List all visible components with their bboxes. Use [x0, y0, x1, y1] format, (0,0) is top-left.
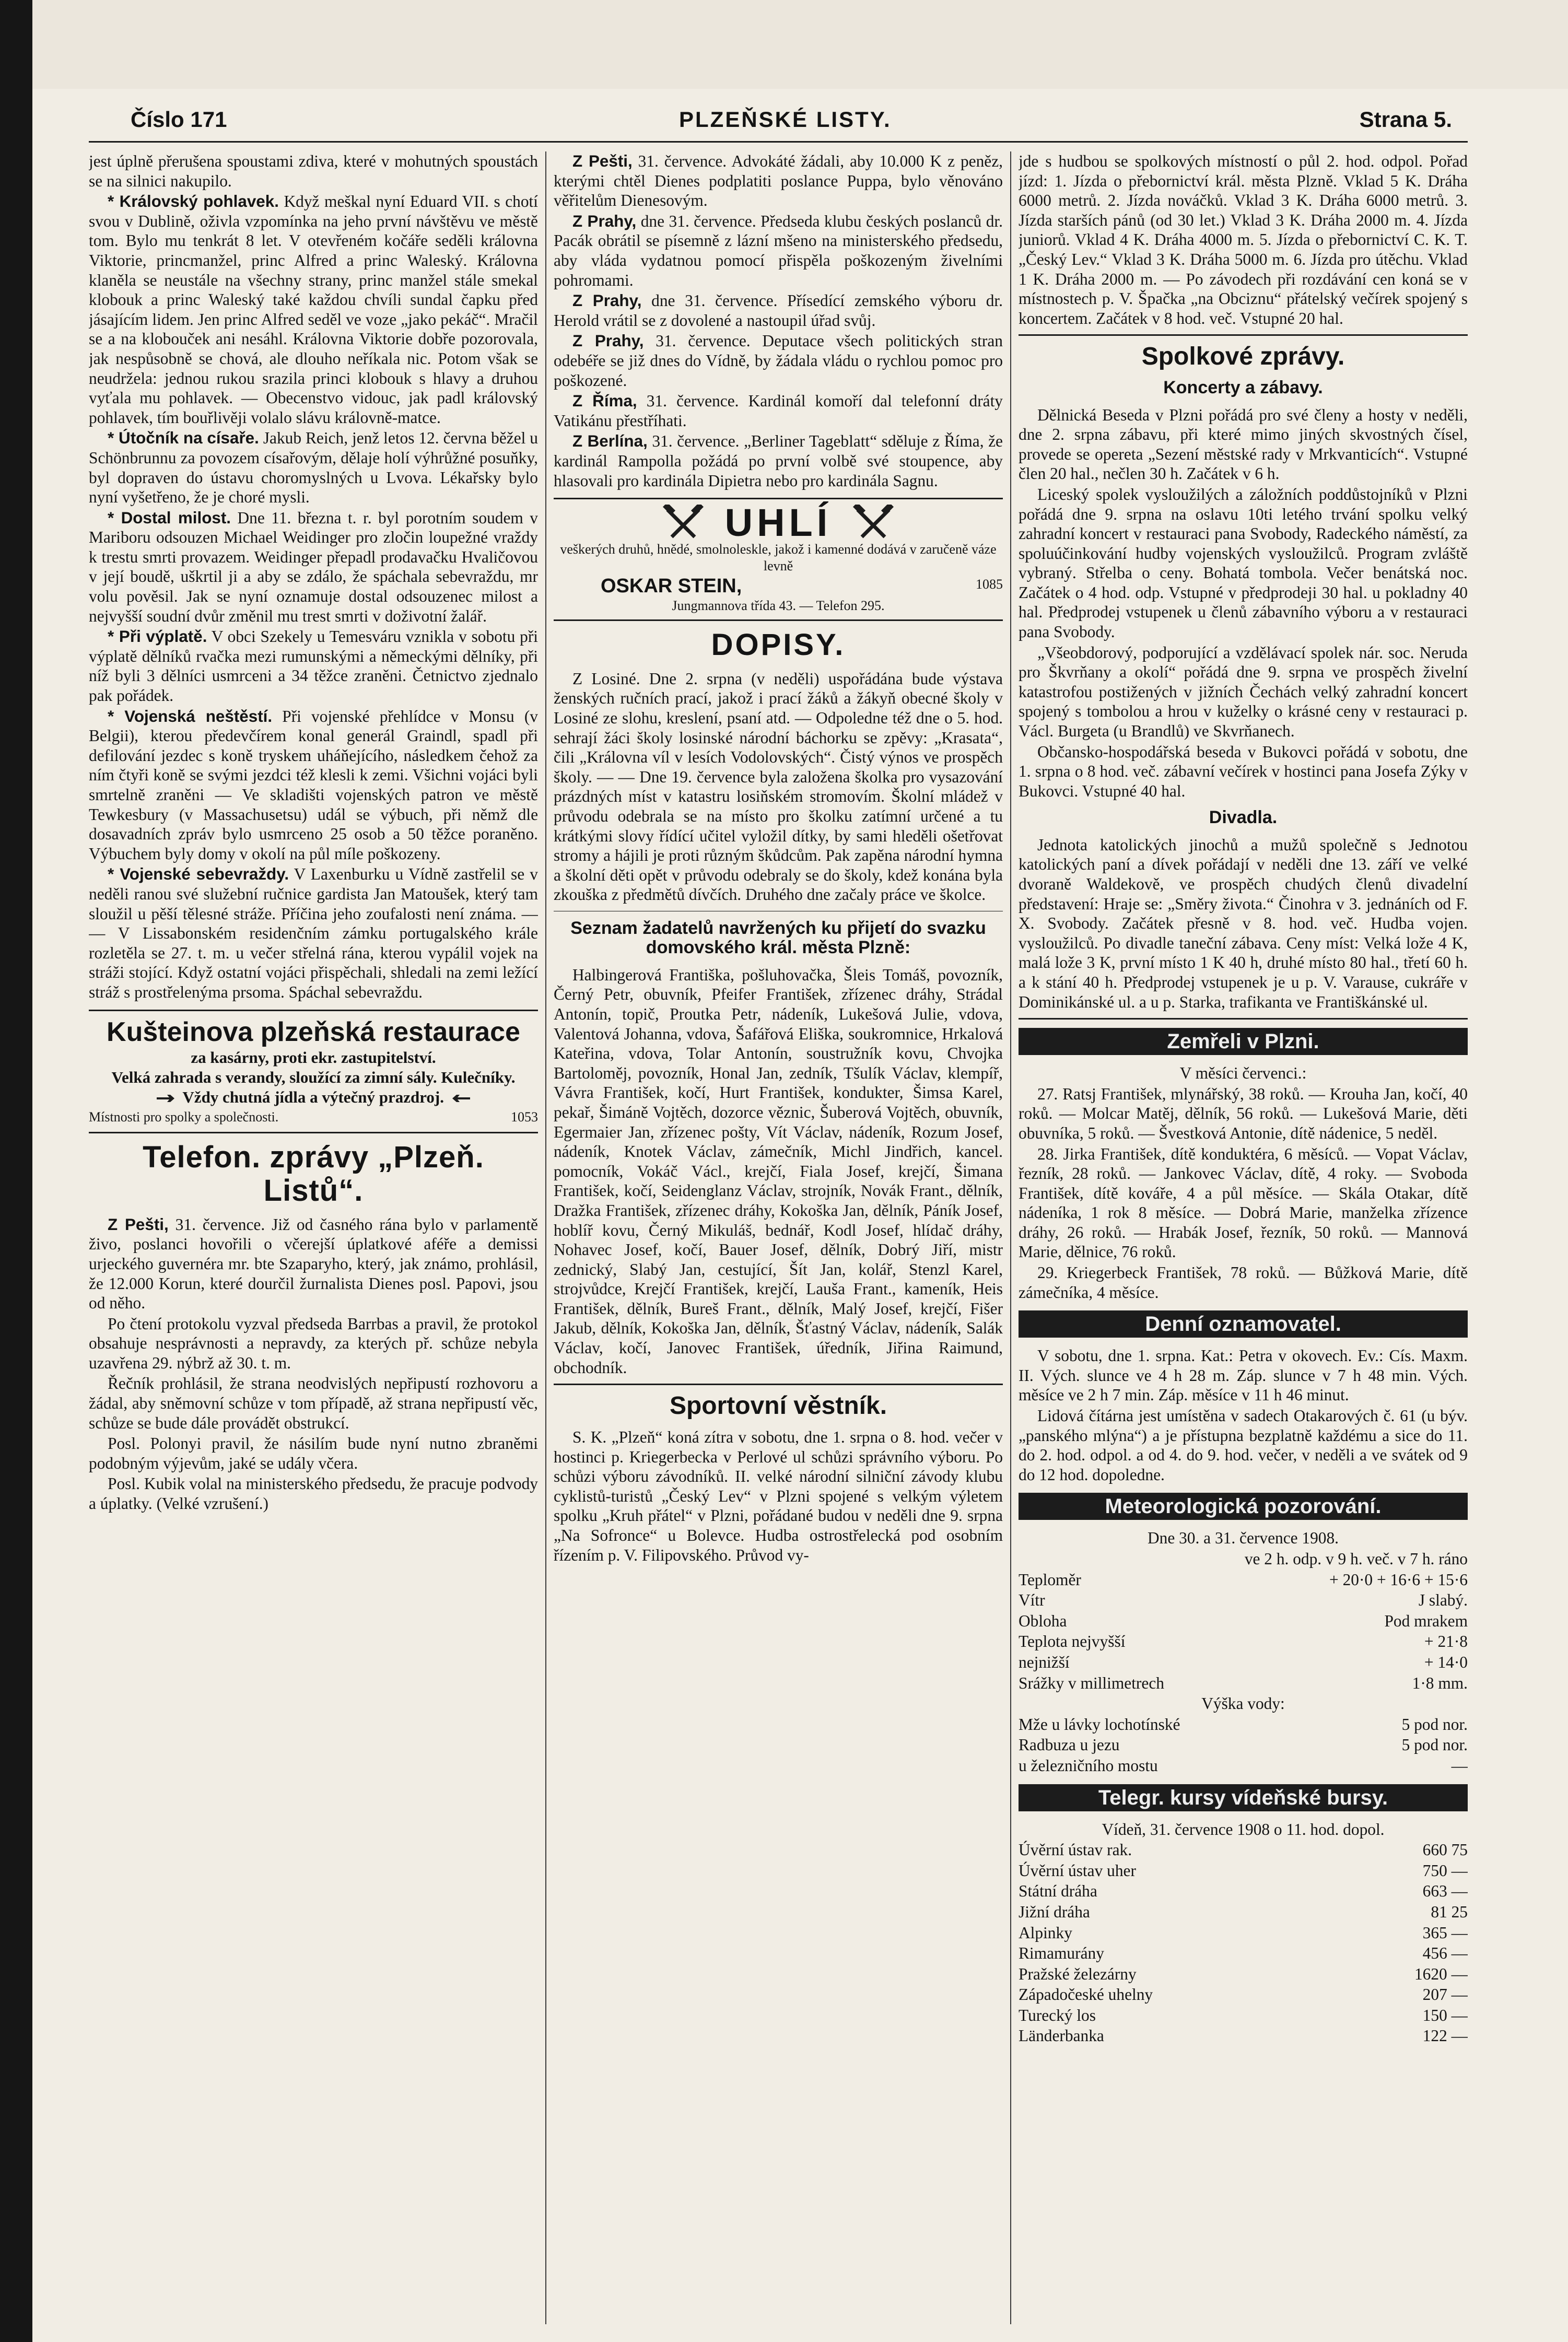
section-heading: DOPISY.	[711, 628, 846, 662]
bourse-value: 122 —	[1422, 2027, 1468, 2045]
bourse-date: Vídeň, 31. července 1908 o 11. hod. dopol.	[1102, 1820, 1385, 1839]
divider	[1019, 334, 1468, 336]
water-heading: Výška vody:	[1201, 1694, 1285, 1713]
bourse-label: Úvěrní ústav rak.	[1019, 1841, 1132, 1859]
section-heading: Telegr. kursy vídeňské bursy.	[1019, 1784, 1468, 1811]
pointing-hand-icon	[156, 1093, 179, 1104]
subsection-heading: Koncerty a zábavy.	[1163, 378, 1323, 398]
column-3	[1019, 151, 1468, 2324]
news-item	[89, 508, 538, 626]
place-heading: Z Prahy,	[572, 332, 644, 350]
place-heading: Z Prahy,	[572, 212, 637, 230]
ad-line: za kasárny, proti ekr. zastupitelství.	[191, 1048, 436, 1067]
club-item: Liceský spolek vysloužilých a záložních poddůstojníků v Plzni pořádá dne 9. srpna na oslavu 10ti letého trvání spolku velký zahradní koncert v restauraci pana Svobody, Radeckého náměstí, za spoluúčinkování hudby vojenských vysloužilců. Program zvláště vybraný. Střelba o ceny. Bohatá tombola. Večer benátská noc. Začátek o 4 hod. odp. Vstupné v předprodeji 30 hal. u pokladny 40 hal. Předprodej vstupenek u členů zábavního výboru a v restauraci pana Svobody.	[1019, 485, 1468, 641]
section-heading: Seznam žadatelů navržených ku přijetí do svazku domovského král. města Plzně:	[570, 918, 986, 958]
meteo-row	[1019, 1611, 1468, 1631]
meteo-label: Vítr	[1019, 1591, 1045, 1610]
coal-ad-address: Jungmannova třída 43. — Telefon 295.	[672, 598, 885, 614]
water-label: u železničního mostu	[1019, 1756, 1158, 1775]
column-separator	[1010, 151, 1011, 2324]
news-item	[89, 864, 538, 1002]
meteo-value: Pod mrakem	[1384, 1611, 1468, 1630]
item-text: 31. července. Deputace všech politických stran odebéře se již dnes do Vídně, by žádala vládu o rychlou pomoc pro poškozené.	[554, 332, 1003, 390]
bourse-value: 81 25	[1431, 1902, 1468, 1921]
coal-ad-title-row	[554, 501, 1003, 545]
bourse-table	[1019, 1840, 1468, 2046]
news-item	[89, 627, 538, 705]
column-2	[554, 151, 1003, 2324]
paragraph: Řečník prohlásil, že strana neodvislých nepřipustí rozhovoru a žádal, aby sněmovní schůze v tom případě, až strana nepřipustí věc, schůze se bude dále provádět obstrukcí.	[89, 1374, 538, 1432]
theatre-item: Jednota katolických jinochů a mužů společně s Jednotou katolických paní a dívek pořádají v neděli dne 13. září ve velké dvoraně Waldekově, ve prospěch chudých členů divadelní představení: Hraje se: „Směry života.“ Činohra v 3. jednáních od F. X. Svobody. Začátek přesně v 8. hod. več. Hudba vojen. vysloužilců. Po divadle taneční zábava. Ceny míst: Velká lože 4 K, malá lože 3 K, první místo 1 K 40 h, druhé místo 80 hal., třetí 60 h. a k stání 40 h. Předprodej vstupenek je u p. V. Varause, cukráře v Dominikánské ul. a u p. Starka, trafikanta ve Františkánské ul.	[1019, 835, 1468, 1011]
ad-title: Kušteinova plzeňská restaurace	[107, 1016, 520, 1047]
letter-item: Z Losiné. Dne 2. srpna (v neděli) uspořádána bude výstava ženských ručních prací, jakož i prací žáků a žákyň obecné školy v Losiné ze slohu, kreslení, psaní atd. — Odpoledne též dne o 5. hod. sehrají žáci školy losinské národní báchorku se zpěvy: „Krasata“, čili „Královna víl v lesích Vodolovských“. Čistý výnos ve prospěch školy. — — Dne 19. července byla založena školka pro vysazování prázdných míst v katastru losiňském stromovím. Školní mládež v průvodu odebrala se na místo pro školku zatímní určené a tu krátkými slovy řídící učitel vyložil dítky, by sami hleděli ošetřovat stromy a hájili je proti různým škůdcům. Pak zapěna národní hymna a školní děti opět v průvodu odebraly se do školy, kdež konána byla zkouška z předmětů dívčích. Druhého dne začaly práce ve školce.	[554, 669, 1003, 904]
paragraph: jest úplně přerušena spoustami zdiva, které v mohutných spoustách se na silnici nakupilo.	[89, 152, 538, 190]
scan-top-margin	[32, 0, 1568, 89]
item-text: V Laxenburku u Vídně zastřelil se v neděli ranou své služební ručnice gardista Jan Matoušek, který tam sloužil u pěší tělesné stráže. Příčina jeho zoufalosti není známa. — — V Lissabonském residenčním zámku portugalského krále rozletěla se 27. t. m. u večer střelná rána, kterou vypálil vojek na stráži stojící. Když ostatní vojáci přispěchali, shledali na zemi ležící stráž s prostřelenýma prsoma. Spáchal sebevraždu.	[89, 865, 538, 1001]
meteo-label: Obloha	[1019, 1611, 1067, 1630]
item-heading: * Královský pohlavek.	[108, 192, 279, 211]
item-text: 31. července. Kardinál komoří dal telefonní dráty Vatikánu přestříhati.	[554, 392, 1003, 430]
meteo-label: Teplota nejvyšší	[1019, 1632, 1126, 1651]
meteo-times: ve 2 h. odp. v 9 h. več. v 7 h. ráno	[1244, 1550, 1468, 1568]
bourse-value: 456 —	[1422, 1944, 1468, 1963]
bourse-label: Rimamurány	[1019, 1944, 1104, 1963]
water-row	[1019, 1756, 1468, 1776]
bourse-row	[1019, 1943, 1468, 1963]
water-value: 5 pod nor.	[1401, 1736, 1468, 1754]
telegram-item	[554, 331, 1003, 390]
news-item	[89, 192, 538, 427]
item-text: dne 31. července. Předseda klubu českých poslanců dr. Pacák obrátil se písemně z lázní mšeno na ministerského předsedu, aby vláda vydatnou pomocí přispěla poškozeným živelními pohromami.	[554, 212, 1003, 289]
bourse-value: 150 —	[1422, 2006, 1468, 2024]
item-text: Dne 11. března t. r. byl porotním soudem v Mariboru odsouzen Michael Weidinger pro zločin loupežné vraždy k trestu smrti provazem. Weidinger přepadl prodavačku Hvaličovou v její boudě, uškrtil ji a aby se zdálo, že spáchala sebevraždu, mr volu pověsil. Jak se nyní oznamuje dostal odsouzenec milost a nejvyšší soudní dvůr změnil mu trest smrti v doživotní žalář.	[89, 508, 538, 625]
ad-line-text: Vždy chutná jídla a výtečný prazdroj.	[182, 1087, 444, 1106]
place-heading: Z Prahy,	[572, 291, 642, 310]
bourse-value: 660 75	[1422, 1841, 1468, 1859]
section-heading: Zemřeli v Plzni.	[1019, 1028, 1468, 1055]
ad-footer	[89, 1107, 538, 1127]
bourse-label: Turecký los	[1019, 2006, 1096, 2024]
paragraph: Po čtení protokolu vyzval předseda Barrbas a pravil, že protokol obsahuje nesprávnosti a nepravdy, za kterých př. schůze nebyla uzavřena 29. nýbrž až 30. t. m.	[89, 1314, 538, 1372]
water-label: Mže u lávky lochotínské	[1019, 1715, 1180, 1734]
coal-ad-name: OSKAR STEIN,	[601, 575, 742, 598]
news-item	[89, 428, 538, 507]
ad-line	[89, 1087, 538, 1107]
telegram-item	[554, 151, 1003, 210]
water-value: —	[1451, 1756, 1468, 1775]
meteo-label: Teploměr	[1019, 1570, 1081, 1589]
deaths-item: 29. Kriegerbeck František, 78 roků. — Bůžková Marie, dítě zámečníka, 4 měsíce.	[1019, 1263, 1468, 1302]
coal-ad-name-row	[554, 575, 1003, 598]
telegram-item	[554, 391, 1003, 430]
bourse-value: 750 —	[1422, 1861, 1468, 1880]
telegram-item	[554, 212, 1003, 290]
item-text: 31. července. „Berliner Tageblatt“ sděluje z Říma, že kardinál Rampolla požádá po první volbě své stoupence, aby hlasovali pro kardinála Dipietra nebo pro kardinála Sagnu.	[554, 432, 1003, 490]
newspaper-title: PLZEŇSKÉ LISTY.	[679, 107, 892, 132]
crossed-hammers-icon	[662, 505, 704, 541]
water-table	[1019, 1715, 1468, 1776]
item-text: Jakub Reich, jenž letos 12. června běžel u Schönbrunnu za povozem císařovým, dělaje holí výhrůžné posuňky, byl dopraven do ústavu choromyslných u Lvova. Lékařsky bylo nyní vyšetřeno, že je choré mysli.	[89, 429, 538, 507]
section-heading: Sportovní věstník.	[669, 1392, 887, 1420]
telegram-item	[89, 1215, 538, 1313]
deaths-item: 27. Ratsj František, mlynářský, 38 roků. — Krouha Jan, kočí, 40 roků. — Molcar Matěj, dělník, 56 roků. — Lukešová Marie, děti obuvníka, 5 roků. — Švestková Antonie, dítě nádenice, 5 neděl.	[1019, 1084, 1468, 1142]
section-heading: Denní oznamovatel.	[1019, 1310, 1468, 1338]
bourse-label: Státní dráha	[1019, 1882, 1097, 1901]
header-rule	[89, 141, 1468, 143]
item-heading: * Vojenská neštěstí.	[108, 707, 273, 725]
pointing-hand-icon	[448, 1093, 471, 1104]
club-item: „Všeobdorový, podporující a vzdělávací spolek nár. soc. Neruda pro Škvrňany a okolí“ pořádá dne 9. srpna ve prospěch živelní katastrofou postižených v jižních Čechách velký zahradní koncert spojený s tombolou a hrou v kuželky o krásné ceny v restauraci p. Václ. Burgeta (u Brandlů) ve Skvrňanech.	[1019, 643, 1468, 741]
coal-ad-text: veškerých druhů, hnědé, smolnoleskle, jakož i kamenné dodává v zaručeně váze levně	[560, 542, 997, 574]
divider	[554, 1384, 1003, 1385]
meteo-value: + 21·8	[1424, 1632, 1468, 1651]
bourse-row	[1019, 2006, 1468, 2025]
section-heading: Meteorologická pozorování.	[1019, 1493, 1468, 1520]
item-text: Když meškal nyní Eduard VII. s chotí svou v Dublině, oživla vzpomínka na jeho první návštěvu ve městě tom. Bylo mu tenkrát 8 let. V otevřeném kočáře seděli královna Viktorie, princmanžel, princ Alfred a princ Waleský. Královna klaněla se neustále na všechny strany, princ manžel stále smekal klobouk a princ Waleský také každou chvíli sundal čapku před jásajícím lidem. Jen princ Alfred seděl ve voze „jako pekáč“. Mračil se a na klobouček ani nesáhl. Královna Viktorie dobře pozorovala, jak nespůsobně se chová, ale dlouho neříkala nic. Potom však se neudržela: jednou rukou srazila princi klobouk s hlavy a druhou vyťala mu pohlavek. — Obecenstvo vidouc, jak padl královský pohlavek, tím bouřlivěji volalo slávu královně-matce.	[89, 192, 538, 427]
bourse-label: Západočeské uhelny	[1019, 1985, 1153, 2004]
page-number: Strana 5.	[1359, 107, 1452, 132]
paragraph: Posl. Polonyi pravil, že násilím bude nyní nutno zbraněmi podobným výjevům, jaké se udály včera.	[89, 1434, 538, 1472]
bourse-label: Alpinky	[1019, 1923, 1072, 1942]
bourse-row	[1019, 1881, 1468, 1901]
water-row	[1019, 1715, 1468, 1735]
meteo-row	[1019, 1653, 1468, 1672]
item-text: dne 31. července. Přísedící zemského výboru dr. Herold vrátil se z dovolené a nastoupil úřad svůj.	[554, 291, 1003, 330]
item-text: Při vojenské přehlídce v Monsu (v Belgii), kterou předevčírem konal generál Graindl, spadl při defilování jezdec s koně tryskem uháňejícího, následkem čehož za ním čtyři koně se svými jezdci též klesli k zemi. Všichni vojáci byli smrtelně zraněni — Ve skladišti vojenských patron ve městě Tewkesbury (v Massachusetsu) udál se výbuch, při němž dle dosavadních zpráv bylo usmrceno 25 osob a 50 těžce poraněno. Výbuchem byly domy v okolí na půl míle poškozeny.	[89, 707, 538, 863]
bourse-label: Länderbanka	[1019, 2027, 1104, 2045]
bourse-label: Jižní dráha	[1019, 1902, 1090, 1921]
bourse-row	[1019, 1964, 1468, 1984]
bourse-row	[1019, 1985, 1468, 2005]
coal-ad-title: UHLÍ	[724, 501, 832, 545]
bourse-row	[1019, 1840, 1468, 1860]
item-heading: * Dostal milost.	[108, 508, 231, 527]
meteo-row	[1019, 1632, 1468, 1652]
meteo-value: + 14·0	[1424, 1653, 1468, 1671]
divider	[1019, 1018, 1468, 1020]
coal-advertisement	[554, 498, 1003, 621]
restaurant-advertisement	[89, 1010, 538, 1134]
section-heading: Spolkové zprávy.	[1141, 343, 1345, 371]
bourse-value: 207 —	[1422, 1985, 1468, 2004]
meteo-label: Srážky v millimetrech	[1019, 1673, 1164, 1692]
telegram-item	[554, 291, 1003, 330]
column-1	[89, 151, 538, 2324]
paragraph: Posl. Kubik volal na ministerského předsedu, že pracuje podvody a úplatky. (Velké vzrušení.)	[89, 1474, 538, 1513]
deaths-subheading: V měsíci červenci.:	[1179, 1064, 1307, 1083]
bourse-row	[1019, 1902, 1468, 1922]
sport-item: S. K. „Plzeň“ koná zítra v sobotu, dne 1. srpna o 8. hod. večer v hostinci p. Kriegerbecka v Perlové ul schůzi správního výboru. Po schůzi výboru závodníků. II. velké národní silniční závody klubu cyklistů-turistů „Český Lev“ v Plzni spojené s velkým výletem spolku „Kruh přátel“ v Plzni, pořádané budou v neděli dne 9. srpna „Na Sofronce“ u Bolevce. Hudba ostrostřelecká pod osobním řízením p. V. Filipovského. Průvod vy-	[554, 1428, 1003, 1564]
item-heading: * Vojenské sebevraždy.	[108, 865, 289, 884]
coal-ad-number: 1085	[976, 577, 1003, 592]
crossed-hammers-icon	[852, 505, 894, 541]
scan-dark-edge	[0, 0, 32, 2342]
news-item	[89, 707, 538, 864]
meteo-date: Dne 30. a 31. července 1908.	[1147, 1529, 1339, 1548]
bourse-value: 365 —	[1422, 1923, 1468, 1942]
notice-item: Lidová čítárna jest umístěna v sadech Otakarových č. 61 (u býv. „panského mlýna“) a je přístupna bezplatně každému a sice do 11. do 2. hod. odpol. a od 4. do 9. hod. večer, v neděli a ve svátek od 9 do 12 hod. dopoledne.	[1019, 1407, 1468, 1484]
place-heading: Z Pešti,	[108, 1215, 169, 1234]
column-separator	[545, 151, 546, 2324]
section-heading: Telefon. zprávy „Plzeň. Listů“.	[143, 1140, 484, 1208]
water-label: Radbuza u jezu	[1019, 1736, 1120, 1754]
meteo-label: nejnižší	[1019, 1653, 1070, 1671]
bourse-value: 1620 —	[1414, 1964, 1468, 1983]
place-heading: Z Berlína,	[572, 432, 648, 451]
issue-number: Číslo 171	[131, 107, 227, 132]
item-text: V obci Szekely u Temesváru vznikla v sobotu při výplatě dělníků rvačka mezi rumunskými a německými dělníky, při níž byli 3 dělníci usmrceni a 34 těžce zraněni. Četnictvo zjednalo pak pořádek.	[89, 627, 538, 705]
place-heading: Z Pešti,	[572, 152, 633, 170]
applicants-list: Halbingerová Františka, pošluhovačka, Šleis Tomáš, povozník, Černý Petr, obuvník, Pfeifer František, zřízenec dráhy, Strádal Antonín, topič, Proutka Petr, nádeník, Lukešová Julie, vdova, Valentová Johanna, vdova, Šafářová Eliška, soukromnice, Hrkalová Kateřina, vdova, Tolar Antonín, soustružník kovu, Chvojka Bartoloměj, povozník, Honal Jan, zedník, Tšulík Václav, klempíř, Vávra František, kočí, Hurt František, kondukter, Šimsa Karel, pekař, Šimáně Vojtěch, dozorce věznic, Šuberová Vojtěch, obuvník, Egermaier Jan, zřízenec pošty, Vít Václav, nádeník, Rozum Josef, nádeník, Knotek Václav, zámečník, Michl Jindřich, kancel. pomocník, Vokáč Václ., krejčí, Fiala Josef, krejčí, Šimana František, kočí, Seidenglanz Václav, strojník, Novák Frant., dělník, Dražka František, zřízenec dráhy, Kokoška Jan, dělník, Páník Josef, hoblíř kovu, Černý Mikuláš, bednář, Kodl Josef, hlídač dráhy, Nohavec Josef, kočí, Bauer Josef, dělník, Dobrý Jiří, mistr zednický, Slabý Jan, cestující, Šít Jan, kolář, Stenzl Karel, strojvůdce, Krejčí František, krejčí, Lauša Frant., kameník, Heis František, dělník, Bureš Frant., dělník, Malý Josef, krejčí, Fišer Jakub, dělník, Kokoška Jan, dělník, Šťastný Václav, nádeník, Salák Václav, kočí, Janovec František, úředník, Jiřina Raimund, obchodník.	[554, 965, 1003, 1377]
page-header	[131, 107, 1452, 138]
meteo-row	[1019, 1570, 1468, 1590]
club-item: Občansko-hospodářská beseda v Bukovci pořádá v sobotu, dne 1. srpna o 8 hod. več. zábavní večírek v hostinci pana Josefa Zýky v Bukovci. Vstupné 40 hal.	[1019, 742, 1468, 800]
subsection-heading: Divadla.	[1209, 807, 1278, 828]
meteo-row	[1019, 1673, 1468, 1693]
notice-item: V sobotu, dne 1. srpna. Kat.: Petra v okovech. Ev.: Cís. Maxm. II. Vých. slunce ve 4 h 28 m. Záp. slunce v 7 h 48 min. Vých. měsíce ve 2 h 7 min. Záp. měsíce v 11 h 46 minut.	[1019, 1346, 1468, 1404]
place-heading: Z Říma,	[572, 392, 637, 411]
bourse-value: 663 —	[1422, 1882, 1468, 1901]
meteo-value: + 20·0 + 16·6 + 15·6	[1329, 1570, 1468, 1589]
bourse-row	[1019, 1861, 1468, 1881]
paragraph: jde s hudbou se spolkových místností o půl 2. hod. odpol. Pořad jízd: 1. Jízda o přebornictví král. města Plzně. Vklad 5 K. Dráha 6000 metrů. 2. Jízda nováčků. Vklad 3 K. Dráha 6000 metrů. 3. Jízda starších pánů (od 30 let.) Vklad 3 K. Dráha 2000 m. 4. Jízda juniorů. Vklad 4 K. Dráha 4000 m. 5. Jízda o přebornictví C. K. T. „Český Lev.“ Vklad 3 K. Dráha 5000 m. 6. Jízda pro útěchu. Vklad 1 K. Dráha 2000 m. — Po závodech při rozdávání cen koná se v místnostech p. V. Špačka „na Obciznu“ přátelský večírek spojený s koncertem. Začátek v 8 hod. več. Vstupné 20 hal.	[1019, 152, 1468, 327]
club-item: Dělnická Beseda v Plzni pořádá pro své členy a hosty v neděli, dne 2. srpna zábavu, při které mimo jiných skvostných čísel, provede se opereta „Sezení městské rady v Mrkvanticích“. Vstupné člen 20 hal., nečlen 30 h. Začátek v 6 h.	[1019, 405, 1468, 483]
meteo-value: 1·8 mm.	[1412, 1673, 1468, 1692]
meteo-row	[1019, 1590, 1468, 1610]
bourse-label: Úvěrní ústav uher	[1019, 1861, 1136, 1880]
water-value: 5 pod nor.	[1401, 1715, 1468, 1734]
ad-number: 1053	[511, 1109, 538, 1125]
telegram-item	[554, 431, 1003, 490]
bourse-label: Pražské železárny	[1019, 1964, 1137, 1983]
ad-note: Místnosti pro spolky a společnosti.	[89, 1109, 279, 1125]
meteo-value: J slabý.	[1418, 1591, 1468, 1610]
meteo-table	[1019, 1570, 1468, 1693]
item-heading: * Při výplatě.	[108, 627, 207, 646]
item-text: 31. července. Advokáté žádali, aby 10.000 K z peněz, kterými chtěl Dienes podplatiti poslance Puppa, bylo věnováno věřitelům Dienesovým.	[554, 152, 1003, 210]
ad-line: Velká zahrada s verandy, sloužící za zimní sály. Kulečníky.	[111, 1068, 516, 1086]
item-text: 31. července. Již od časného rána bylo v parlamentě živo, poslanci hovořili o včerejší úplatkové aféře a demissi urjeckého guvernéra mr. bte Szaparyho, který, jak známo, prohlásil, že 12.000 Korun, které dourčil žurnalista Dienes posl. Papovi, jsou od něho.	[89, 1215, 538, 1313]
item-heading: * Útočník na císaře.	[108, 429, 259, 448]
bourse-row	[1019, 2026, 1468, 2046]
water-row	[1019, 1735, 1468, 1755]
deaths-item: 28. Jirka František, dítě konduktéra, 6 měsíců. — Vopat Václav, řezník, 28 roků. — Jankovec Václav, dítě, 4 roky. — Svoboda František, dítě kováře, 4 a půl měsíce. — Skála Otakar, dítě nádeníka, 1 rok 8 měsíce. — Dobrá Marie, manželka zřízence dráhy, 26 roků. — Hrabák Josef, řezník, 50 roků. — Mannová Marie, dělnice, 76 roků.	[1019, 1144, 1468, 1261]
bourse-row	[1019, 1923, 1468, 1943]
